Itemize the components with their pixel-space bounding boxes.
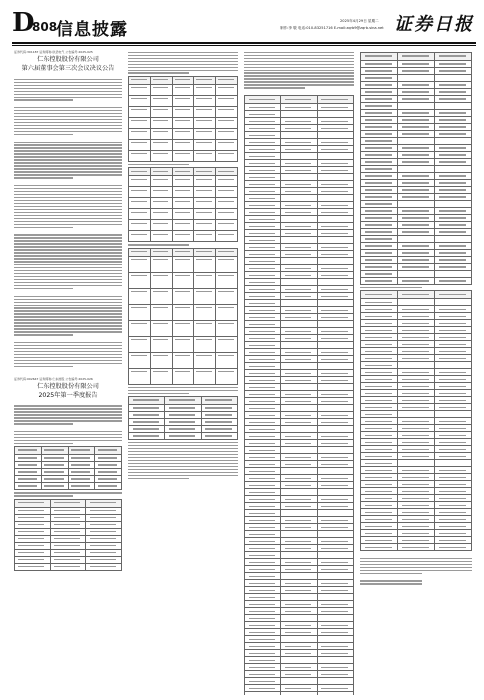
financial-table: [128, 76, 238, 162]
financial-table: [14, 446, 122, 490]
financial-table: [14, 499, 122, 571]
page-number: 808: [32, 20, 58, 34]
column-3: [244, 50, 354, 695]
header-rule-thin: [12, 45, 476, 46]
announcement-title-2: 2025年第一季度报告: [38, 391, 98, 399]
newspaper-logo: 证券日报: [394, 14, 474, 35]
column-4: [360, 50, 472, 695]
column-1: [14, 50, 122, 695]
section-letter: D: [12, 8, 35, 38]
announcement-title: 第六届董事会第三次会议决议公告: [21, 65, 115, 72]
header-rule: [12, 42, 476, 44]
cash-flow-table: [360, 290, 472, 551]
financial-table: [128, 248, 238, 385]
announcement-code-line-2: 证券代码:002647 证券简称:仁东控股 公告编号:2025-026: [14, 376, 93, 381]
financial-table: [128, 167, 238, 242]
column-2: [128, 50, 238, 695]
announcement-company: 仁东控股股份有限公司: [37, 56, 99, 63]
announcement-company-2: 仁东控股股份有限公司: [37, 382, 99, 390]
section-title: 信息披露: [56, 20, 128, 40]
balance-sheet-table: [244, 95, 354, 695]
income-statement-table: [360, 52, 472, 285]
masthead: [12, 8, 476, 40]
editor-contact: 制作:李 敬 电话:010-83251716 E-mail:zqrb9@zqrb.sina.net: [280, 26, 384, 30]
issue-date: 2025年4月29日 星期二: [340, 19, 379, 23]
announcement-code-line: 证券代码:301187 证券简称:欧圣电气 公告编号:2025-025: [14, 50, 93, 54]
financial-table: [128, 396, 238, 440]
